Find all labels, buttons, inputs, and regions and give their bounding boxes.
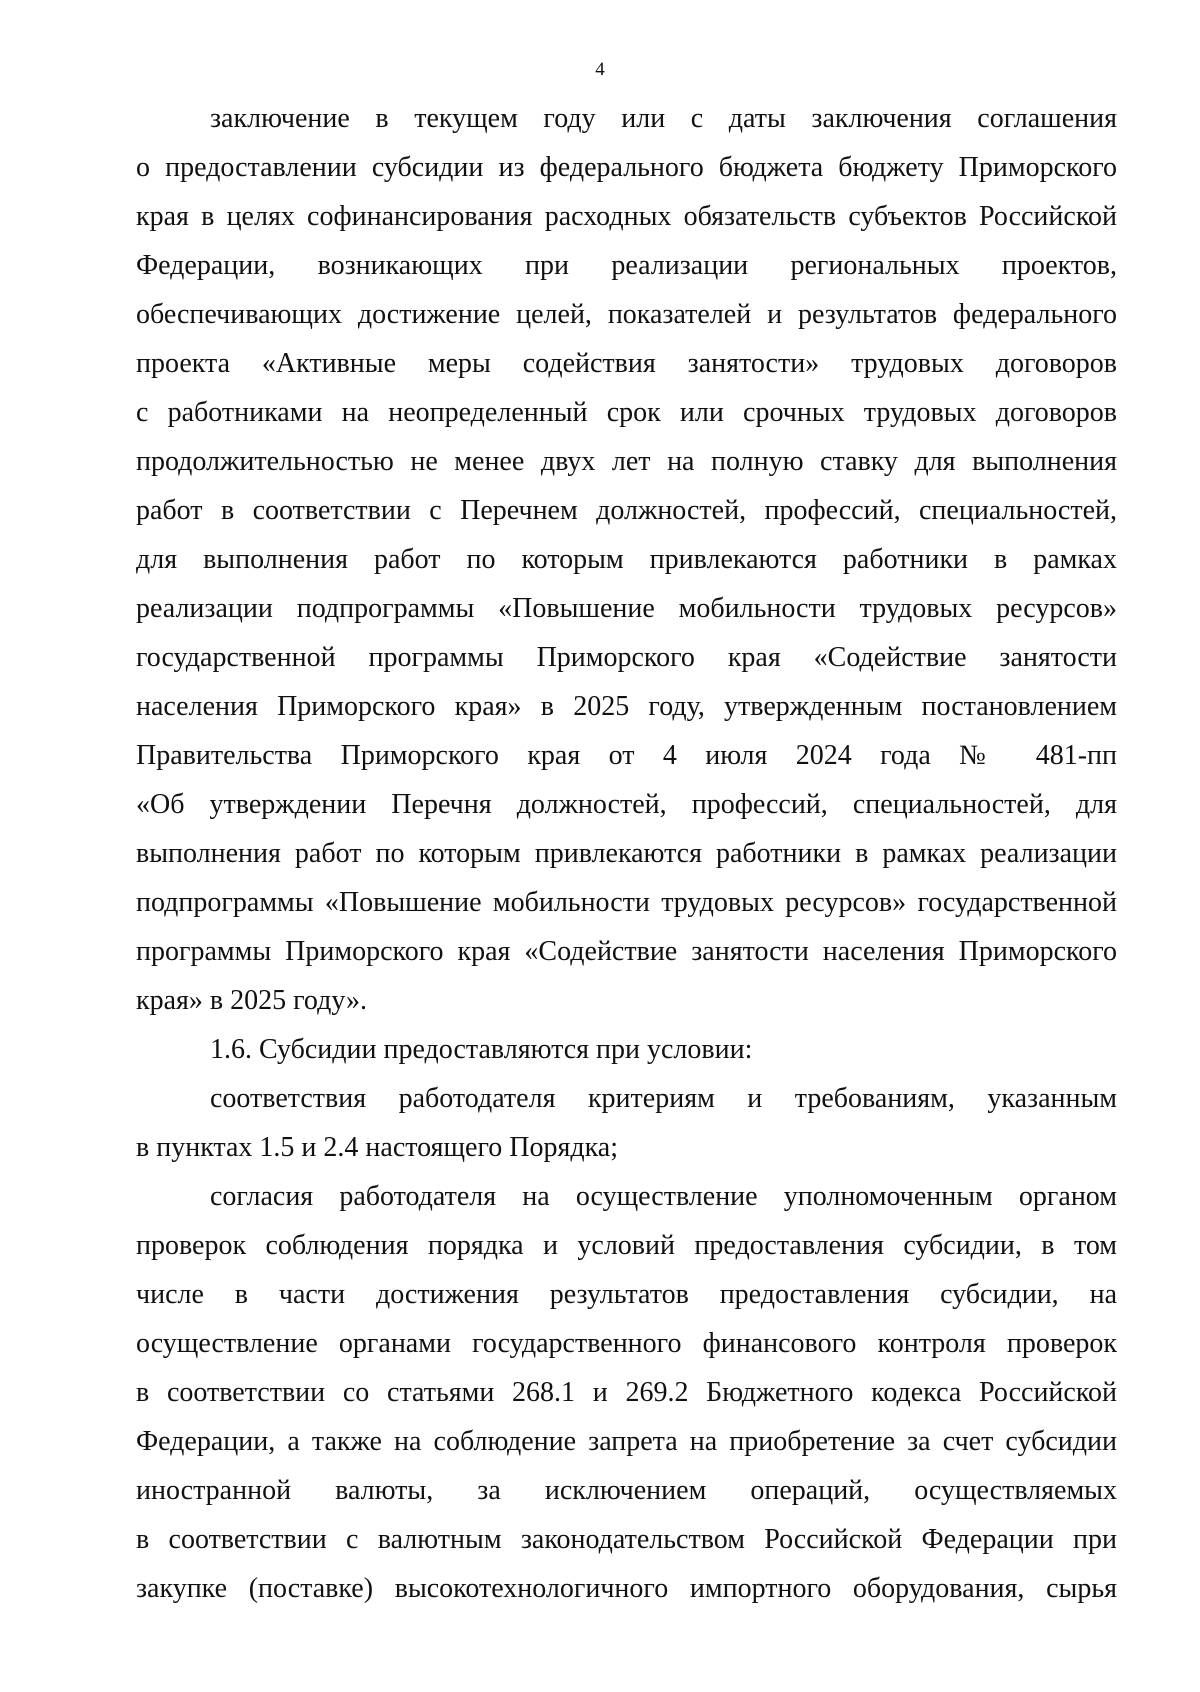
text-line: государственной программы Приморского края «Содействие занятости — [136, 642, 1117, 673]
text-line: иностранной валюты, за исключением операций, осуществляемых — [136, 1475, 1117, 1506]
text-line: продолжительностью не менее двух лет на полную ставку для выполнения — [136, 446, 1117, 477]
text-line: согласия работодателя на осуществление уполномоченным органом — [210, 1181, 1117, 1212]
text-line: населения Приморского края» в 2025 году, утвержденным постановлением — [136, 691, 1117, 722]
text-line: Правительства Приморского края от 4 июля 2024 года № 481-пп — [136, 740, 1117, 771]
text-line: осуществление органами государственного финансового контроля проверок — [136, 1328, 1117, 1359]
text-line: обеспечивающих достижение целей, показателей и результатов федерального — [136, 299, 1117, 330]
text-line: о предоставлении субсидии из федерального бюджета бюджету Приморского — [136, 152, 1117, 183]
text-line: числе в части достижения результатов предоставления субсидии, на — [136, 1279, 1117, 1310]
text-line: в пунктах 1.5 и 2.4 настоящего Порядка; — [136, 1132, 618, 1163]
text-line: реализации подпрограммы «Повышение мобильности трудовых ресурсов» — [136, 593, 1117, 624]
text-line: края в целях софинансирования расходных обязательств субъектов Российской — [136, 201, 1117, 232]
text-line: соответствия работодателя критериям и требованиям, указанным — [210, 1083, 1117, 1114]
text-line: в соответствии с валютным законодательством Российской Федерации при — [136, 1524, 1117, 1555]
text-line: с работниками на неопределенный срок или срочных трудовых договоров — [136, 397, 1117, 428]
text-line: края» в 2025 году». — [136, 985, 368, 1016]
text-line: подпрограммы «Повышение мобильности трудовых ресурсов» государственной — [136, 887, 1117, 918]
text-line: Федерации, а также на соблюдение запрета на приобретение за счет субсидии — [136, 1426, 1117, 1457]
text-line: проекта «Активные меры содействия занятости» трудовых договоров — [136, 348, 1117, 379]
section-heading-line: 1.6. Субсидии предоставляются при условии: — [210, 1034, 753, 1065]
text-line: заключение в текущем году или с даты заключения соглашения — [210, 103, 1117, 134]
page-number: 4 — [595, 59, 605, 80]
text-line: работ в соответствии с Перечнем должностей, профессий, специальностей, — [136, 495, 1117, 526]
text-line: Федерации, возникающих при реализации региональных проектов, — [136, 250, 1117, 281]
text-line: программы Приморского края «Содействие занятости населения Приморского — [136, 936, 1117, 967]
document-body — [136, 94, 1117, 1613]
text-line: «Об утверждении Перечня должностей, профессий, специальностей, для — [136, 789, 1117, 820]
text-line: в соответствии со статьями 268.1 и 269.2 Бюджетного кодекса Российской — [136, 1377, 1117, 1408]
text-line: проверок соблюдения порядка и условий предоставления субсидии, в том — [136, 1230, 1117, 1261]
text-line: для выполнения работ по которым привлекаются работники в рамках — [136, 544, 1117, 575]
text-line: закупке (поставке) высокотехнологичного импортного оборудования, сырья — [136, 1573, 1117, 1604]
text-line: выполнения работ по которым привлекаются работники в рамках реализации — [136, 838, 1117, 869]
